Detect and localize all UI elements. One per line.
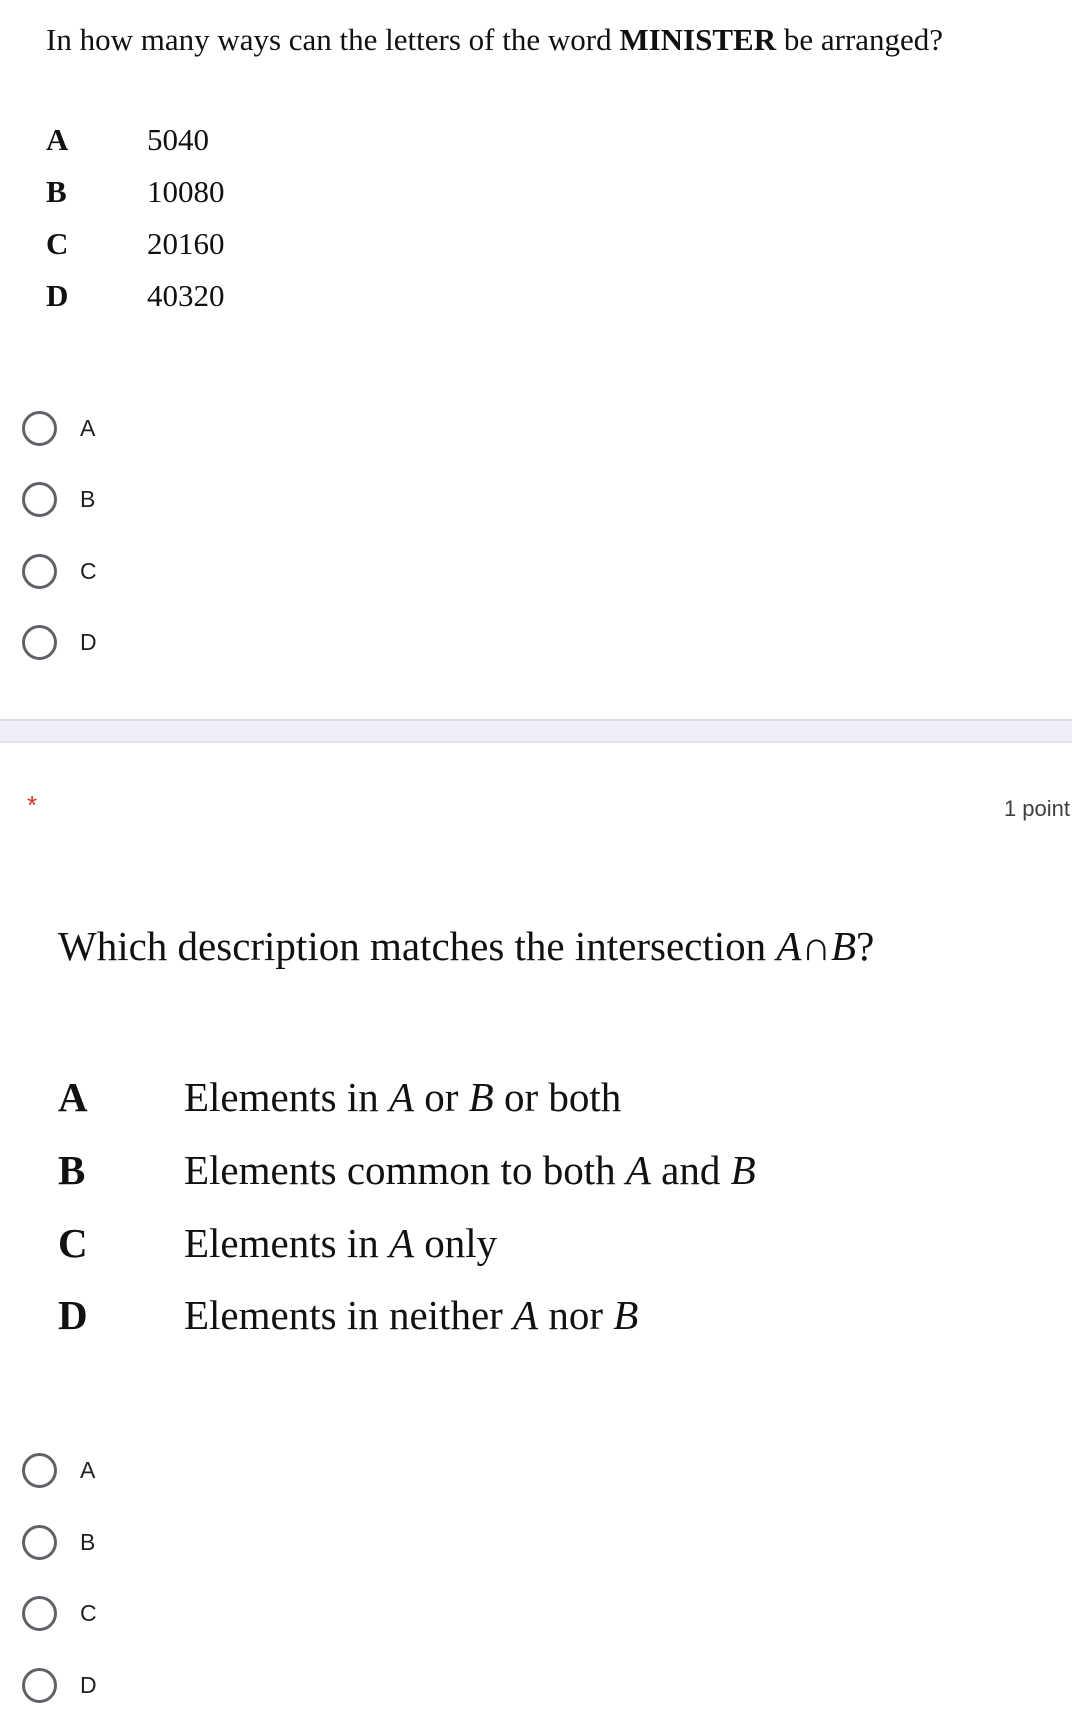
radio-label: C	[80, 558, 97, 584]
set-b-symbol: B	[730, 1147, 756, 1193]
q2-choice-c	[58, 1218, 497, 1268]
q1-choice-value: 5040	[147, 122, 209, 157]
set-a-symbol: A	[513, 1292, 539, 1338]
radio-label: A	[80, 1457, 96, 1483]
q2-choice-text: Elements in	[184, 1220, 389, 1266]
radio-label: D	[80, 629, 97, 655]
q2-radio-option-b[interactable]	[22, 1524, 95, 1560]
q1-choice-letter: B	[46, 174, 67, 209]
question-1-text-before: In how many ways can the letters of the word	[46, 22, 620, 57]
q2-choice-letter: C	[58, 1220, 88, 1266]
q2-radio-option-a[interactable]	[22, 1452, 95, 1488]
q2-choice-a	[58, 1072, 621, 1122]
q1-choice-d	[46, 276, 225, 316]
radio-button[interactable]	[22, 1453, 57, 1488]
question-1-text-after: be arranged?	[776, 22, 944, 57]
radio-button[interactable]	[22, 554, 57, 589]
q2-choice-letter: A	[58, 1074, 88, 1120]
q2-choice-text: and	[650, 1147, 731, 1193]
radio-button[interactable]	[22, 411, 57, 446]
set-b-symbol: B	[613, 1292, 639, 1338]
radio-button[interactable]	[22, 625, 57, 660]
card-separator	[0, 719, 1072, 743]
question-2-text	[58, 921, 874, 971]
q2-choice-letter: D	[58, 1292, 88, 1338]
set-a-symbol: A	[388, 1074, 415, 1120]
radio-label: A	[80, 415, 96, 441]
set-b-symbol: B	[468, 1074, 494, 1120]
question-1-word: MINISTER	[619, 22, 777, 57]
radio-button[interactable]	[22, 1668, 57, 1703]
points-label: 1 point	[1003, 796, 1070, 821]
radio-button[interactable]	[22, 482, 57, 517]
question-2-text-before: Which description matches the intersection	[58, 923, 777, 969]
q2-radio-option-c[interactable]	[22, 1595, 97, 1631]
q1-choice-a	[46, 120, 209, 160]
q1-choice-letter: C	[46, 226, 69, 261]
q1-choice-value: 40320	[147, 278, 225, 313]
q2-choice-text: Elements common to both	[184, 1147, 626, 1193]
q1-radio-option-c[interactable]	[22, 553, 97, 589]
radio-label: B	[80, 1529, 96, 1555]
q2-choice-d	[58, 1290, 638, 1340]
radio-button[interactable]	[22, 1596, 57, 1631]
q1-radio-option-d[interactable]	[22, 624, 97, 660]
q2-choice-text: Elements in neither	[184, 1292, 514, 1338]
q1-choice-value: 20160	[147, 226, 225, 261]
q2-choice-text: nor	[538, 1292, 614, 1338]
q2-radio-option-d[interactable]	[22, 1667, 97, 1703]
q1-choice-letter: A	[46, 122, 69, 157]
intersection-expression: A∩B	[776, 923, 857, 969]
q1-radio-option-b[interactable]	[22, 481, 95, 517]
question-2-text-after: ?	[856, 923, 875, 969]
q2-choice-b	[58, 1145, 756, 1195]
q2-choice-text: only	[414, 1220, 498, 1266]
q1-choice-c	[46, 224, 225, 264]
q1-choice-b	[46, 172, 225, 212]
radio-label: B	[80, 486, 96, 512]
radio-button[interactable]	[22, 1525, 57, 1560]
q2-choice-text: Elements in	[184, 1074, 389, 1120]
q2-choice-text: or	[414, 1074, 469, 1120]
q1-radio-option-a[interactable]	[22, 410, 95, 446]
q2-choice-letter: B	[58, 1147, 86, 1193]
set-a-symbol: A	[625, 1147, 651, 1193]
q1-choice-letter: D	[46, 278, 69, 313]
q2-choice-text: or both	[493, 1074, 622, 1120]
required-asterisk: *	[27, 790, 38, 820]
question-1-text	[46, 20, 943, 60]
set-a-symbol: A	[388, 1220, 415, 1266]
radio-label: D	[80, 1672, 97, 1698]
radio-label: C	[80, 1600, 97, 1626]
q1-choice-value: 10080	[147, 174, 225, 209]
